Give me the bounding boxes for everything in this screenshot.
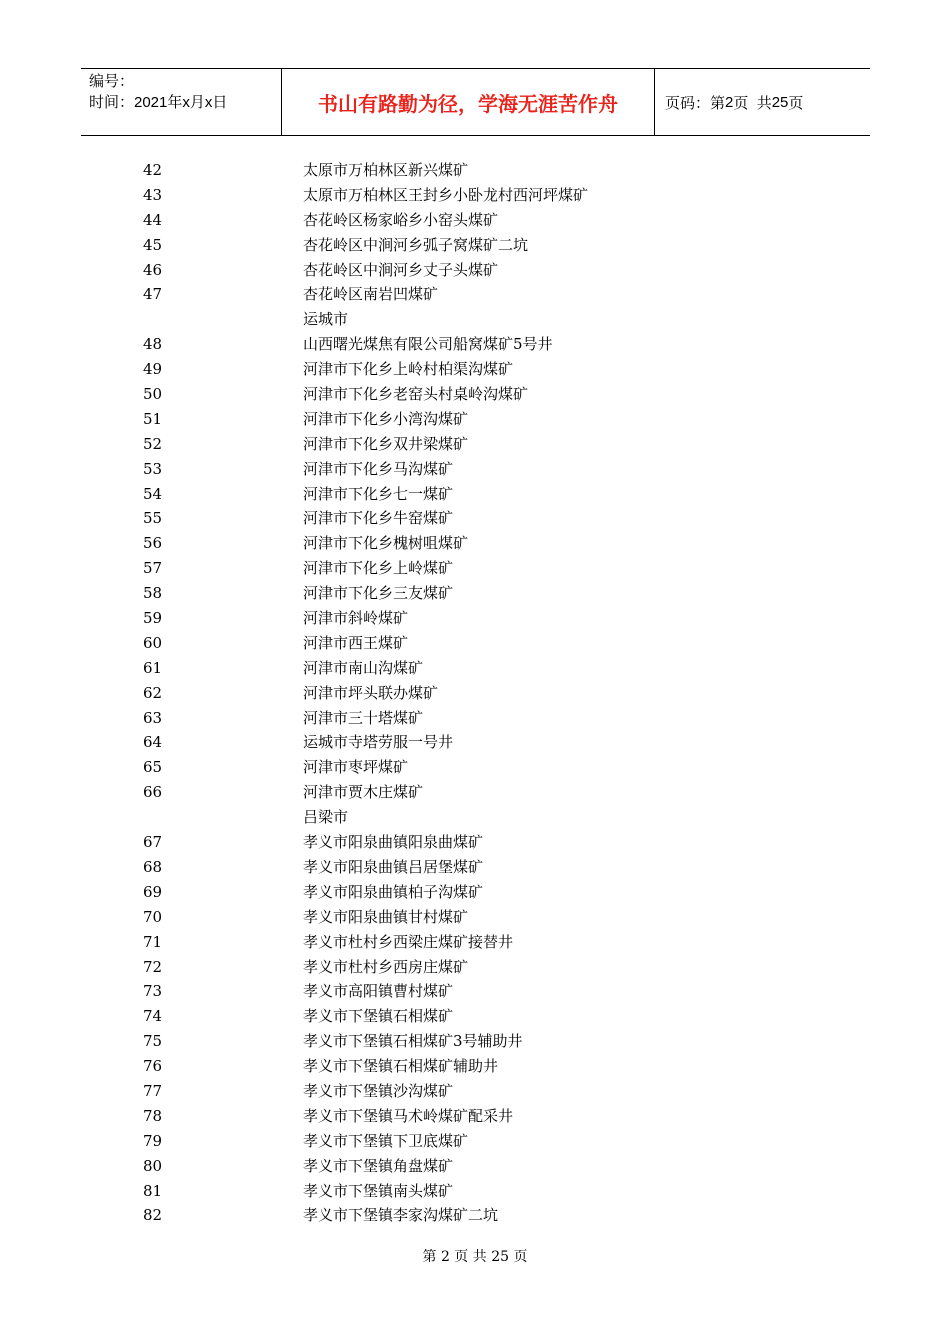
region-heading [0,307,950,332]
item-number: 70 [143,907,163,926]
item-name: 杏花岭区中涧河乡弧子窝煤矿二坑 [303,235,529,254]
list-item [0,1004,950,1029]
item-name: 孝义市高阳镇曹村煤矿 [303,982,454,1001]
item-number: 52 [143,434,163,453]
list-item [0,830,950,855]
region-name: 吕梁市 [303,808,349,827]
item-number: 71 [143,932,163,951]
item-name: 河津市斜岭煤矿 [303,609,409,628]
item-name: 孝义市杜村乡西梁庄煤矿接替井 [303,932,514,951]
item-number: 80 [143,1156,163,1175]
item-name: 河津市下化乡小湾沟煤矿 [303,409,469,428]
list-item [0,1079,950,1104]
footer-total: 25 [491,1249,510,1265]
page-prefix: 页码：第 [665,94,726,112]
item-name: 河津市坪头联办煤矿 [303,683,439,702]
item-name: 河津市下化乡七一煤矿 [303,484,454,503]
item-name: 河津市下化乡双井梁煤矿 [303,434,469,453]
page-mid: 页 共 [733,94,772,112]
item-number: 55 [143,509,163,528]
list-item [0,905,950,930]
item-name: 河津市三十塔煤矿 [303,708,424,727]
list-item [0,855,950,880]
page-suffix: 页 [788,94,804,112]
item-number: 74 [143,1007,163,1026]
list-item [0,258,950,283]
item-number: 46 [143,260,163,279]
item-name: 孝义市杜村乡西房庄煤矿 [303,957,469,976]
item-number: 76 [143,1057,163,1076]
item-number: 58 [143,584,163,603]
item-number: 67 [143,833,163,852]
list-item [0,1104,950,1129]
list-item [0,1154,950,1179]
item-number: 57 [143,559,163,578]
list-item [0,955,950,980]
item-number: 77 [143,1081,163,1100]
item-number: 66 [143,783,163,802]
list-item [0,457,950,482]
list-item [0,880,950,905]
item-name: 孝义市下堡镇马术岭煤矿配采井 [303,1106,514,1125]
item-number: 69 [143,882,163,901]
item-name: 孝义市下堡镇石相煤矿辅助井 [303,1057,499,1076]
item-name: 孝义市阳泉曲镇甘村煤矿 [303,907,469,926]
item-number: 54 [143,484,163,503]
list-item [0,1129,950,1154]
item-number: 65 [143,758,163,777]
item-number: 50 [143,385,163,404]
code-label: 编号： [89,73,135,90]
item-number: 48 [143,335,163,354]
item-name: 河津市西王煤矿 [303,633,409,652]
item-number: 68 [143,857,163,876]
item-number: 64 [143,733,163,752]
mine-list [0,158,950,1228]
item-name: 孝义市下堡镇下卫底煤矿 [303,1131,469,1150]
footer-prefix: 第 [422,1249,441,1265]
item-number: 78 [143,1106,163,1125]
list-item [0,1203,950,1228]
list-item [0,1179,950,1204]
item-name: 河津市下化乡马沟煤矿 [303,459,454,478]
list-item [0,432,950,457]
item-number: 44 [143,210,163,229]
item-name: 杏花岭区中涧河乡丈子头煤矿 [303,260,499,279]
date-label: 时间：2021年x月x日 [89,94,228,111]
page-current: 2 [725,93,734,111]
page-footer [0,1246,950,1266]
item-name: 孝义市阳泉曲镇阳泉曲煤矿 [303,833,484,852]
item-number: 43 [143,185,163,204]
item-name: 河津市下化乡上岭煤矿 [303,559,454,578]
item-number: 49 [143,360,163,379]
item-name: 太原市万柏林区新兴煤矿 [303,161,469,179]
page-total: 25 [771,93,789,111]
item-number: 51 [143,409,163,428]
region-name: 运城市 [303,310,349,329]
header-motto: 书山有路勤为径，学海无涯苦作舟 [281,69,655,135]
list-item [0,282,950,307]
list-item [0,681,950,706]
list-item [0,656,950,681]
list-item [0,755,950,780]
item-number: 45 [143,235,163,254]
item-number: 63 [143,708,163,727]
page-header [81,68,870,136]
footer-mid: 页 共 [449,1249,492,1265]
item-name: 孝义市下堡镇石相煤矿 [303,1007,454,1026]
item-number: 56 [143,534,163,553]
item-number: 75 [143,1032,163,1051]
item-name: 杏花岭区南岩凹煤矿 [303,285,439,304]
list-item [0,606,950,631]
item-name: 山西曙光煤焦有限公司船窝煤矿5号井 [303,335,553,354]
list-item [0,631,950,656]
item-number: 59 [143,609,163,628]
item-name: 孝义市下堡镇南头煤矿 [303,1181,454,1200]
list-item [0,482,950,507]
item-name: 孝义市下堡镇石相煤矿3号辅助井 [303,1032,523,1051]
item-number: 73 [143,982,163,1001]
list-item [0,1054,950,1079]
list-item [0,1029,950,1054]
item-name: 河津市下化乡牛窑煤矿 [303,509,454,528]
item-name: 河津市枣坪煤矿 [303,758,409,777]
header-page-number [655,69,870,135]
item-number: 79 [143,1131,163,1150]
item-name: 太原市万柏林区王封乡小卧龙村西河坪煤矿 [303,185,589,204]
footer-suffix: 页 [509,1249,528,1265]
list-item [0,382,950,407]
item-name: 杏花岭区杨家峪乡小窑头煤矿 [303,210,499,229]
item-name: 河津市下化乡槐树咀煤矿 [303,534,469,553]
list-item [0,556,950,581]
item-name: 孝义市下堡镇沙沟煤矿 [303,1081,454,1100]
item-name: 孝义市下堡镇李家沟煤矿二坑 [303,1206,499,1225]
item-number: 82 [143,1206,163,1225]
item-name: 河津市下化乡上岭村柏渠沟煤矿 [303,360,514,379]
list-item [0,506,950,531]
item-number: 72 [143,957,163,976]
footer-current: 2 [440,1249,450,1265]
list-item [0,780,950,805]
item-name: 孝义市阳泉曲镇柏子沟煤矿 [303,882,484,901]
item-number: 60 [143,633,163,652]
item-number: 61 [143,658,163,677]
item-number: 81 [143,1181,163,1200]
list-item [0,581,950,606]
list-item [0,208,950,233]
item-name: 运城市寺塔劳服一号井 [303,733,454,752]
list-item [0,183,950,208]
item-number: 47 [143,285,163,304]
header-meta [81,69,281,135]
list-item [0,158,950,183]
item-name: 河津市下化乡老窑头村桌岭沟煤矿 [303,385,529,404]
list-item [0,233,950,258]
item-name: 河津市南山沟煤矿 [303,658,424,677]
list-item [0,357,950,382]
item-number: 53 [143,459,163,478]
list-item [0,531,950,556]
item-name: 河津市贾木庄煤矿 [303,783,424,802]
region-heading [0,805,950,830]
list-item [0,407,950,432]
item-name: 孝义市下堡镇角盘煤矿 [303,1156,454,1175]
list-item [0,730,950,755]
list-item [0,930,950,955]
item-number: 62 [143,683,163,702]
list-item [0,979,950,1004]
list-item [0,706,950,731]
list-item [0,332,950,357]
item-number: 42 [143,161,163,179]
item-name: 河津市下化乡三友煤矿 [303,584,454,603]
item-name: 孝义市阳泉曲镇吕居堡煤矿 [303,857,484,876]
